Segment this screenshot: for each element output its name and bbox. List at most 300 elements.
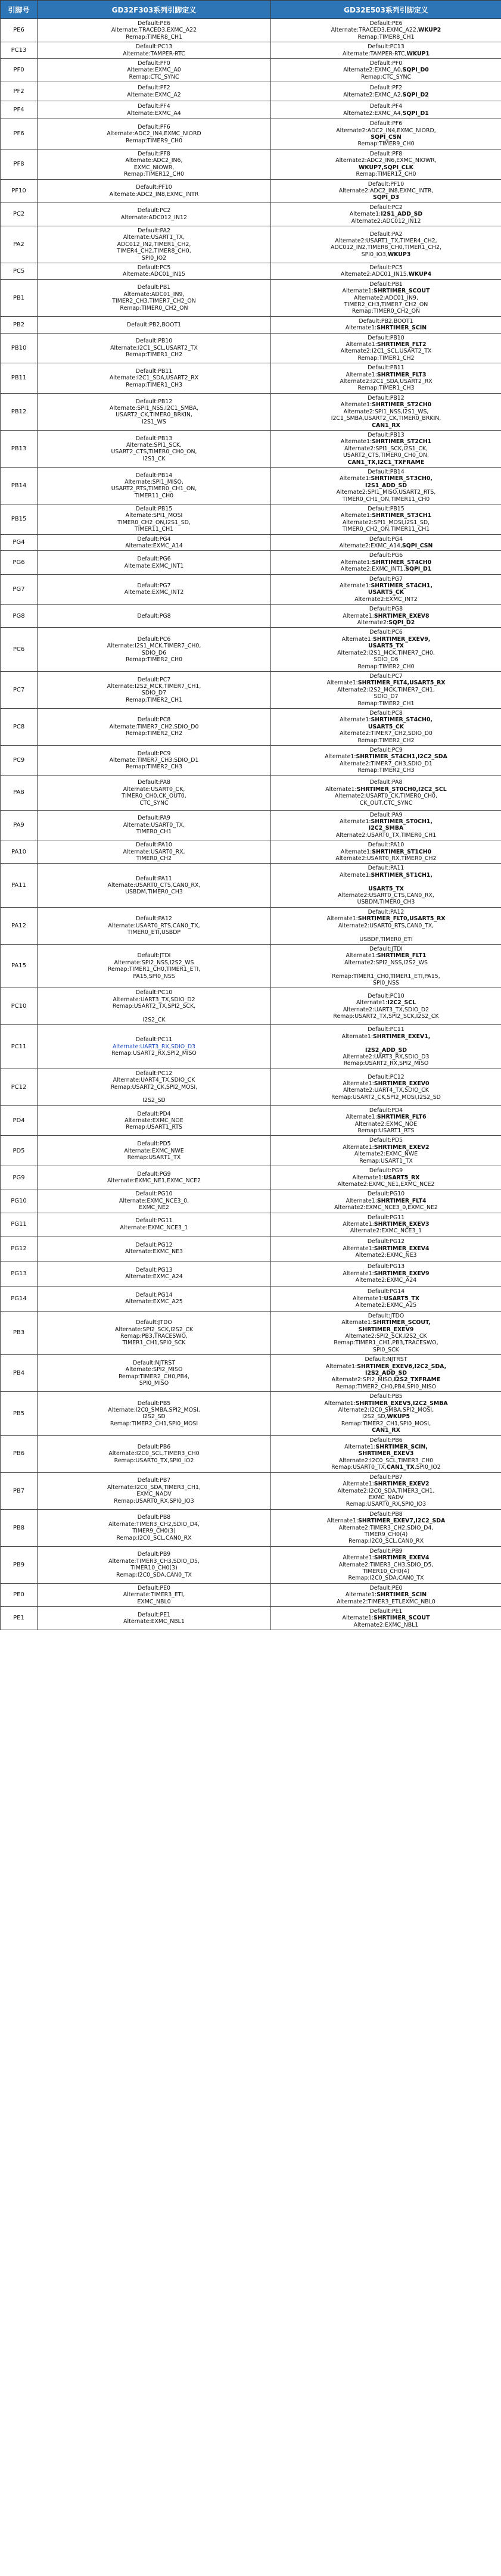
gd32e503-cell (271, 316, 501, 333)
definition-line: Alternate2:EXMC_NOE (354, 1120, 418, 1127)
pin-cell: PC7 (1, 671, 38, 708)
definition-line: Alternate:USART0_RTS,CAN0_TX, (108, 922, 200, 929)
pin-cell: PB6 (1, 1435, 38, 1472)
pin-cell: PF8 (1, 149, 38, 179)
definition-line: Alternate1:SHRTIMER_SCOUT (342, 288, 430, 295)
definition-line: Alternate:ADC012_IN12 (121, 214, 187, 221)
definition-line: Default:PA2 (138, 227, 170, 234)
definition-line: Alternate1:SHRTIMER_EXEV3 (343, 1220, 430, 1228)
definition-line: Alternate1:SHRTIMER_FLT6 (346, 1114, 427, 1121)
gd32e503-cell (271, 333, 501, 363)
definition-line: Alternate:UART4_TX,SDIO_CK (113, 1077, 195, 1084)
definition-line: Default:PG12 (135, 1241, 173, 1248)
gd32f303-cell (38, 628, 271, 671)
definition-line: I2S2_SD,WKUP5 (362, 1413, 410, 1421)
definition-line: Alternate2:EXMC_A24 (355, 1276, 417, 1284)
gd32e503-cell (271, 149, 501, 179)
definition-line: TIMER2_CH3,TIMER7_CH2_ON (112, 298, 196, 305)
definition-line: Alternate1:SHRTIMER_ST3CH0, (340, 475, 432, 482)
definition-line: Alternate1:SHRTIMER_EXEV2 (343, 1144, 430, 1151)
gd32e503-cell (271, 1607, 501, 1630)
definition-line: Remap:TIMER0_CH2_ON (120, 304, 188, 312)
pin-cell: PC9 (1, 745, 38, 775)
definition-line: Default:PB9 (369, 1547, 403, 1555)
definition-line: Default:PA8 (138, 779, 170, 786)
definition-line: Remap:TIMER1_CH2 (357, 354, 415, 362)
definition-line: Alternate2:I2S1_MCK,TIMER7_CH0, (337, 649, 435, 656)
definition-line: Alternate1:SHRTIMER_SCOUT, (341, 1319, 431, 1326)
definition-line: Alternate1:SHRTIMER_ST4CH1, (340, 583, 432, 590)
definition-line (273, 929, 499, 936)
gd32e503-cell (271, 1189, 501, 1213)
definition-line (273, 1040, 499, 1046)
definition-line: Alternate2:EXMC_A4,SQPI_D1 (343, 110, 429, 117)
definition-line: Alternate2:USART0_TX,TIMER0_CH1 (335, 831, 437, 839)
gd32f303-cell (38, 1213, 271, 1236)
definition-line: Remap:TIMER2_CH0,PB4,SPI0_MISO (335, 1383, 437, 1390)
definition-line: Alternate1:SHRTIMER_EXEV8 (343, 612, 430, 619)
table-body (1, 19, 501, 1630)
definition-line: Alternate:EXMC_NOE (125, 1117, 183, 1124)
gd32e503-cell (271, 101, 501, 119)
definition-line: Alternate2:I2C1_SCL,USART2_TX (340, 348, 432, 355)
definition-line: Alternate1:SHRTIMER_ST0CH0,I2C2_SCL (325, 786, 447, 793)
definition-line: Alternate2:EXMC_NE3 (355, 1251, 417, 1259)
definition-line: Remap:USART1_RTS (126, 1124, 182, 1131)
definition-line: Alternate:EXMC_A0 (127, 67, 181, 74)
definition-line: SPI0_NSS (373, 979, 399, 986)
definition-line: Default:PB7 (137, 1477, 171, 1484)
table-row (1, 1607, 501, 1630)
table-row (1, 708, 501, 745)
gd32e503-cell (271, 1583, 501, 1606)
definition-line: Alternate:SPI2_NSS,I2S2_WS (114, 959, 194, 966)
definition-line: Alternate:ADC01_IN15 (123, 271, 185, 278)
definition-line: Default:PG11 (135, 1217, 173, 1225)
table-row (1, 42, 501, 59)
gd32f303-cell (38, 467, 271, 504)
definition-line: Default:PG13 (135, 1266, 173, 1273)
definition-line: CAN1_RX (372, 422, 400, 429)
table-row (1, 363, 501, 394)
table-row (1, 1583, 501, 1606)
definition-line: Default:PG7 (369, 575, 403, 583)
pin-cell: PA8 (1, 775, 38, 810)
definition-line: Alternate2:EXMC_NCE3_1 (350, 1228, 422, 1235)
table-row (1, 1136, 501, 1166)
pin-cell: PC5 (1, 263, 38, 279)
gd32f303-cell (38, 1166, 271, 1189)
definition-line: Default:PF2 (369, 85, 403, 92)
table-row (1, 119, 501, 149)
definition-line: Alternate:SPI2_MISO (125, 1366, 183, 1373)
definition-line: Default:PF2 (138, 85, 170, 92)
definition-line (40, 1091, 268, 1097)
definition-line: Alternate1:SHRTIMER_FLT3 (346, 371, 427, 378)
definition-line: Alternate2:SPI1_MOSI,I2S1_SD, (342, 519, 430, 526)
gd32e503-cell (271, 1472, 501, 1509)
definition-line: Alternate2:TIMER7_CH3,SDIO_D1 (340, 760, 432, 767)
gd32f303-cell (38, 534, 271, 551)
definition-line: Alternate:UART3_RX,SDIO_D3 (112, 1043, 196, 1050)
definition-line: Default:PD4 (369, 1107, 403, 1114)
table-row (1, 393, 501, 430)
gd32f303-cell (38, 179, 271, 203)
definition-line: Remap:USART0_RX,SPI0_IO3 (346, 1501, 427, 1508)
gd32e503-cell (271, 708, 501, 745)
gd32e503-cell (271, 119, 501, 149)
definition-line: Alternate2:ADC012_IN12 (351, 217, 421, 225)
definition-line: Default:PA9 (369, 811, 403, 818)
definition-line: Remap:TIMER2_CH1,SPI0_MOSI, (341, 1420, 431, 1427)
definition-line: Alternate1:SHRTIMER_FLT4,USART5_RX (326, 680, 446, 687)
definition-line: Default:PG10 (135, 1191, 173, 1198)
definition-line: Alternate2:TIMER3_CH3,SDIO_D5, (338, 1561, 434, 1568)
definition-line: Alternate2:EXMC_INT1,SQPI_D1 (340, 566, 432, 573)
definition-line: Alternate2:I2C0_SCL,TIMER3_CH0 (338, 1457, 434, 1464)
definition-line: Default:PB10 (135, 338, 173, 345)
definition-line: Alternate1:SHRTIMER_FLT2 (346, 341, 427, 348)
definition-line: Default:PC9 (137, 750, 171, 757)
definition-line: Default:PF8 (369, 150, 403, 157)
definition-line: Default:PC7 (137, 676, 171, 683)
definition-line: Alternate2:EXMC_NWE (354, 1151, 418, 1158)
definition-line: Alternate2:EXMC_A0,SQPI_D0 (343, 67, 429, 74)
definition-line: Alternate:TIMER7_CH2,SDIO_D0 (109, 723, 199, 730)
definition-line: Alternate1:SHRTIMER_EXEV4 (343, 1555, 430, 1562)
definition-line: SPI0_IO3,WKUP3 (361, 251, 411, 258)
table-row (1, 430, 501, 467)
definition-line: Alternate1:USART5_RX (352, 1174, 420, 1181)
gd32e503-cell (271, 1311, 501, 1354)
gd32e503-cell (271, 363, 501, 394)
gd32f303-cell (38, 1189, 271, 1213)
definition-line: Default:PB12 (135, 398, 173, 405)
definition-line: Alternate2:EXMC_NE1,EXMC_NCE2 (337, 1180, 435, 1188)
definition-line: USBDP,TIMER0_ETI (359, 936, 413, 943)
definition-line: Default:PC12 (368, 1073, 404, 1080)
gd32f303-cell (38, 1311, 271, 1354)
gd32e503-cell (271, 907, 501, 944)
definition-line: Alternate:SPI1_MISO, (125, 479, 183, 486)
definition-line: Remap:TIMER8_CH1 (357, 33, 415, 41)
definition-line: Default:PB14 (368, 468, 404, 475)
definition-line: SQPI_D3 (372, 194, 400, 201)
definition-line: Default:PG14 (367, 1288, 405, 1295)
definition-line: Remap:TIMER8_CH1 (125, 33, 183, 41)
definition-line: Remap:USART2_TX,SPI2_SCK,I2S2_CK (333, 1013, 439, 1020)
definition-line: Alternate:EXMC_NE1,EXMC_NCE2 (107, 1178, 201, 1185)
pin-cell: PG6 (1, 551, 38, 574)
definition-line: EXMC_NBL0 (137, 1598, 171, 1605)
gd32f303-cell (38, 82, 271, 101)
definition-line: USBDM,TIMER0_CH3 (125, 889, 183, 896)
definition-line: Remap:USART0_TX,SPI0_IO2 (114, 1457, 194, 1464)
table-row (1, 944, 501, 988)
table-row (1, 316, 501, 333)
gd32f303-cell (38, 316, 271, 333)
table-row (1, 864, 501, 907)
gd32f303-cell (38, 907, 271, 944)
definition-line: Default:PG4 (369, 535, 403, 543)
table-row (1, 1392, 501, 1435)
definition-line: Alternate:TAMPER-RTC,WKUP1 (342, 50, 430, 57)
definition-line: Alternate:USART0_CK, (123, 786, 185, 793)
gd32f303-cell (38, 59, 271, 82)
definition-line: Alternate:TIMER3_ETI, (123, 1591, 185, 1599)
definition-line: Alternate:EXMC_NCE3_0, (119, 1197, 189, 1204)
definition-line: Alternate:ADC2_IN8,EXMC_INTR (109, 191, 199, 198)
definition-line: Remap:TIMER2_CH2 (125, 730, 183, 737)
definition-line: Remap:PB3,TRACESWO, (120, 1332, 188, 1340)
definition-line: Default:PF10 (136, 184, 172, 191)
definition-line: Alternate1:SHRTIMER_SCOUT (342, 1615, 430, 1622)
pin-cell: PB13 (1, 430, 38, 467)
definition-line: Default:PB8 (369, 1510, 403, 1518)
definition-line: Default:PC8 (137, 717, 171, 724)
gd32e503-cell (271, 810, 501, 840)
table-row (1, 605, 501, 628)
definition-line: Alternate:USART1_TX, (123, 234, 185, 241)
definition-line (273, 879, 499, 885)
definition-line: Alternate1:SHRTIMER_EXEV0 (343, 1080, 430, 1087)
definition-line: Alternate2:USART1_TX,TIMER4_CH2, (335, 238, 437, 245)
definition-line: Alternate:USART0_RX, (123, 848, 185, 855)
definition-line: Alternate2:EXMC_NBL1 (353, 1621, 419, 1628)
definition-line: Alternate2:I2S2_MCK,TIMER7_CH1, (337, 686, 435, 693)
table-row (1, 263, 501, 279)
definition-line: Remap:TIMER2_CH0 (125, 656, 183, 664)
definition-line: Alternate2:SPI1_NSS,I2S1_WS, (343, 408, 429, 415)
definition-line: TIMER9_CH0(4) (364, 1531, 408, 1538)
definition-line: Remap:USART2_RX,SPI2_MISO (343, 1060, 429, 1067)
definition-line: Default:PG9 (137, 1170, 171, 1178)
gd32f303-cell (38, 864, 271, 907)
definition-line: Default:PE0 (138, 1584, 170, 1591)
table-row (1, 1069, 501, 1105)
table-row (1, 907, 501, 944)
gd32f303-cell (38, 551, 271, 574)
definition-line: Default:PG11 (367, 1214, 405, 1221)
definition-line: USART5_TX (368, 885, 404, 892)
definition-line: TIMER10_CH0(3) (130, 1565, 178, 1572)
definition-line: Default:PE1 (369, 1608, 403, 1615)
definition-line: Alternate:TIMER3_CH2,SDIO_D4, (108, 1521, 200, 1528)
definition-line: Default:PG6 (137, 556, 171, 563)
definition-line: TIMER11_CH1 (134, 526, 174, 533)
definition-line: Alternate:TAMPER-RTC (123, 50, 185, 57)
definition-line: Alternate2:I2C1_SDA,USART2_RX (340, 378, 432, 385)
definition-line: Alternate:UART3_TX,SDIO_D2 (113, 996, 195, 1003)
pin-cell: PB12 (1, 393, 38, 430)
definition-line: TIMER4_CH2,TIMER8_CH0, (117, 248, 191, 255)
definition-line: Alternate:ADC2_IN4,EXMC_NIORD (107, 130, 201, 138)
table-row (1, 840, 501, 864)
definition-line: Default:PB12 (368, 394, 404, 401)
pin-cell: PB7 (1, 1472, 38, 1509)
gd32e503-cell (271, 1105, 501, 1136)
gd32f303-cell (38, 988, 271, 1025)
gd32e503-cell (271, 42, 501, 59)
gd32f303-cell (38, 810, 271, 840)
definition-line: Default:PG8 (369, 606, 403, 613)
gd32e503-cell (271, 393, 501, 430)
gd32e503-cell (271, 1286, 501, 1311)
definition-line: Remap:USART1_RTS (357, 1127, 415, 1135)
definition-line: Default:PD5 (137, 1141, 171, 1148)
definition-line: Alternate:EXMC_A2 (127, 91, 181, 98)
definition-line: Default:PC5 (137, 264, 171, 271)
definition-line: Alternate1:SHRTIMER_ST1CH1, (340, 871, 432, 879)
table-row (1, 534, 501, 551)
definition-line: Default:PB7 (369, 1474, 403, 1481)
pin-cell: PE1 (1, 1607, 38, 1630)
definition-line: Remap:CTC_SYNC (129, 73, 179, 80)
definition-line: Alternate1:SHRTIMER_EXEV2 (343, 1481, 430, 1488)
table-row (1, 574, 501, 605)
gd32f303-cell (38, 1136, 271, 1166)
definition-line: Default:PC10 (135, 989, 173, 996)
gd32f303-cell (38, 263, 271, 279)
gd32e503-cell (271, 504, 501, 534)
definition-line: Default:NJTRST (132, 1359, 176, 1366)
definition-line: Alternate:SPI1_NSS,I2C1_SMBA, (109, 404, 199, 412)
definition-line: Default:PC11 (368, 1026, 404, 1033)
gd32f303-cell (38, 504, 271, 534)
table-row (1, 1472, 501, 1509)
gd32f303-cell (38, 1472, 271, 1509)
definition-line: Default:PF8 (138, 150, 170, 157)
definition-line: Alternate2:ADC2_IN6,EXMC_NIOWR, (335, 157, 437, 164)
definition-line: Default:PG10 (367, 1191, 405, 1198)
definition-line: Remap:TIMER12_CH0 (123, 171, 185, 178)
definition-line: Remap:TIMER1_CH1,PB3,TRACESWO, (334, 1340, 438, 1347)
definition-line: Alternate1:SHRTIMER_EXEV9, (341, 636, 431, 643)
definition-line: Default:PC11 (135, 1036, 173, 1044)
definition-line: Remap:TIMER2_CH0 (357, 663, 415, 670)
gd32e503-cell (271, 279, 501, 316)
gd32f303-cell (38, 1509, 271, 1546)
definition-line: Alternate2:ADC2_IN4,EXMC_NIORD, (336, 127, 436, 134)
definition-line: Alternate1:I2C2_SCL (356, 999, 416, 1007)
gd32e503-cell (271, 263, 501, 279)
definition-line: Default:PB1 (137, 284, 171, 291)
pin-cell: PC10 (1, 988, 38, 1025)
gd32f303-cell (38, 119, 271, 149)
header-row (1, 1, 501, 19)
definition-line: Remap:USART0_RX,SPI0_IO3 (114, 1497, 194, 1505)
definition-line: Alternate1:SHRTIMER_ST4CH1,I2C2_SDA (325, 753, 447, 761)
definition-line: Remap:TIMER1_CH3 (357, 385, 415, 392)
definition-line: Alternate1:SHRTIMER_FLT1 (346, 952, 427, 960)
definition-line: Default:PB15 (368, 505, 404, 512)
definition-line: Alternate:EXMC_INT2 (124, 589, 184, 596)
gd32e503-cell (271, 1355, 501, 1392)
table-row (1, 226, 501, 263)
table-row (1, 1236, 501, 1261)
definition-line: WKUP7,SQPI_CLK (359, 164, 413, 171)
gd32e503-cell (271, 1546, 501, 1583)
definition-line: Alternate2:UART3_TX,SDIO_D2 (343, 1006, 430, 1013)
table-row (1, 988, 501, 1025)
definition-line: Alternate1:I2S1_ADD_SD (349, 211, 423, 218)
gd32e503-cell (271, 226, 501, 263)
gd32f303-cell (38, 1105, 271, 1136)
definition-line: Alternate1:SHRTIMER_ST4CH0, (340, 717, 432, 724)
table-row (1, 1189, 501, 1213)
gd32f303-cell (38, 1435, 271, 1472)
definition-line: Default:NJTRST (365, 1356, 407, 1363)
table-row (1, 467, 501, 504)
table-row (1, 504, 501, 534)
definition-line: I2C2_SMBA (368, 825, 404, 832)
pin-cell: PF6 (1, 119, 38, 149)
definition-line: Alternate2:EXMC_A25 (355, 1301, 417, 1309)
definition-line: Remap:TIMER1_CH3 (125, 381, 183, 388)
definition-line: Remap:USART2_TX,SPI2_SCK, (112, 1003, 196, 1010)
definition-line: Remap:TIMER2_CH3 (125, 764, 183, 771)
definition-line: ADC012_IN2,TIMER8_CH0,TIMER1_CH2, (331, 244, 441, 251)
definition-line: TIMER9_CH0(3) (132, 1528, 176, 1535)
definition-line: Default:PB14 (135, 472, 173, 479)
definition-line: Alternate1:SHRTIMER_ST3CH1 (340, 512, 432, 519)
definition-line: I2S2_CK (142, 1016, 166, 1023)
gd32e503-cell (271, 59, 501, 82)
definition-line: Alternate:EXMC_A24 (125, 1273, 183, 1281)
definition-line: Default:PF0 (369, 60, 403, 67)
definition-line: Default:PG4 (137, 535, 171, 543)
gd32e503-cell (271, 203, 501, 226)
gd32f303-cell (38, 1355, 271, 1392)
gd32f303-cell (38, 775, 271, 810)
definition-line: Alternate:EXMC_INT1 (124, 562, 184, 569)
table-row (1, 1286, 501, 1311)
definition-line (40, 1010, 268, 1017)
pin-cell: PC12 (1, 1069, 38, 1105)
definition-line: USART5_CK (368, 589, 404, 596)
definition-line: Default:PG6 (369, 552, 403, 559)
definition-line: Alternate1:SHRTIMER_EXEV1, (341, 1033, 431, 1040)
pin-cell: PB5 (1, 1392, 38, 1435)
definition-line: EXMC_NADV (368, 1494, 404, 1501)
pin-cell: PF0 (1, 59, 38, 82)
definition-line: CTC_SYNC (139, 799, 169, 806)
header-gd32f303: GD32F303系列引脚定义 (38, 1, 271, 19)
gd32f303-cell (38, 671, 271, 708)
pin-cell: PB9 (1, 1546, 38, 1583)
table-row (1, 1311, 501, 1354)
definition-line: Default:PE0 (369, 1584, 403, 1591)
table-row (1, 745, 501, 775)
definition-line: I2C1_SMBA,USART2_CK,TIMER0_BRKIN, (331, 415, 441, 422)
gd32e503-cell (271, 82, 501, 101)
definition-line: Alternate1:SHRTIMER_SCIN, (344, 1444, 428, 1451)
definition-line: Alternate:I2C1_SCL,USART2_TX (110, 344, 198, 351)
definition-line: SDIO_D7 (374, 693, 399, 700)
definition-line: TIMER11_CH0 (134, 492, 174, 499)
definition-line: Alternate2:SPI2_NSS,I2S2_WS (344, 959, 428, 966)
definition-line: Alternate1:SHRTIMER_EXEV6,I2C2_SDA, (325, 1363, 447, 1370)
table-row (1, 1509, 501, 1546)
table-row (1, 59, 501, 82)
gd32f303-cell (38, 1607, 271, 1630)
definition-line: Default:PA2 (369, 230, 403, 238)
definition-line: Alternate1:SHRTIMER_FLT0,USART5_RX (326, 915, 446, 923)
definition-line: EXMC_NE2 (139, 1204, 169, 1211)
definition-line: Alternate:TRACED3,EXMC_A22,WKUP2 (331, 27, 441, 34)
gd32e503-cell (271, 1236, 501, 1261)
definition-line: TIMER0_CH2_ON,I2S1_SD, (117, 519, 191, 526)
